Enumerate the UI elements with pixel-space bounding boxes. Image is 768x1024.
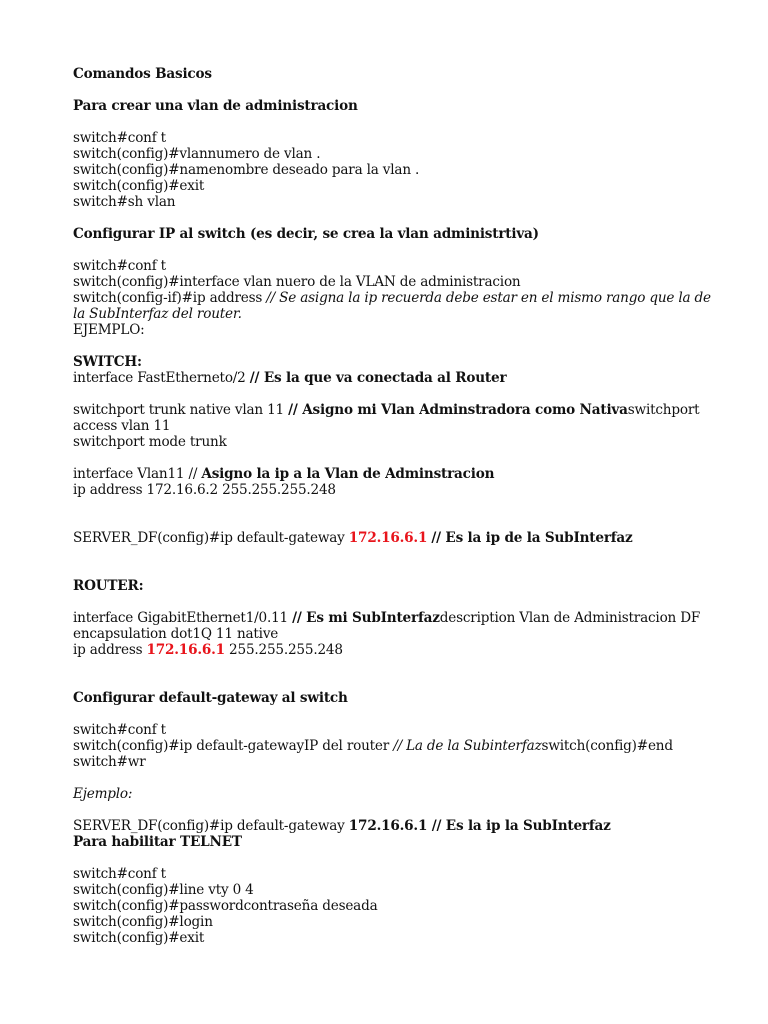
- command-text: switch(config)#ip default-gatewayIP del router: [73, 738, 390, 754]
- command-comment: 172.16.6.1 // Es la ip la SubInterfaz: [348, 818, 611, 834]
- command-line: switch(config)#interface vlan nuero de la VLAN de administracion: [73, 274, 521, 290]
- command-line: [73, 738, 723, 754]
- example-label: EJEMPLO:: [73, 322, 145, 338]
- command-line: [73, 466, 723, 482]
- command-comment: // Es la que va conectada al Router: [249, 370, 507, 386]
- command-line: switch(config)#login: [73, 914, 213, 930]
- command-text: 255.255.255.248: [229, 642, 343, 658]
- doc-title: Comandos Basicos: [73, 66, 212, 82]
- command-text: ip address: [73, 642, 143, 658]
- example-label: Ejemplo:: [73, 786, 133, 802]
- command-line: switch#conf t: [73, 258, 166, 274]
- command-line: switch#conf t: [73, 866, 166, 882]
- command-line: [73, 818, 723, 834]
- command-line: switch(config)#exit: [73, 178, 205, 194]
- command-comment: Asigno la ip a la Vlan de Adminstracion: [201, 466, 495, 482]
- highlighted-ip: 172.16.6.1: [348, 530, 428, 546]
- command-text: switchport access vlan 11: [73, 402, 700, 434]
- command-comment: // Asigno mi Vlan Adminstradora como Nativa: [288, 402, 628, 418]
- command-text: SERVER_DF(config)#ip default-gateway: [73, 530, 345, 546]
- command-line: [73, 530, 723, 546]
- command-text: switchport trunk native vlan 11: [73, 402, 285, 418]
- command-line-wrapped: [73, 290, 723, 322]
- highlighted-ip: 172.16.6.1: [146, 642, 225, 658]
- default-gw-heading: Configurar default-gateway al switch: [73, 690, 348, 706]
- command-line: switch#sh vlan: [73, 194, 176, 210]
- command-comment: // La de la Subinterfaz: [393, 738, 542, 754]
- ip-switch-heading: Configurar IP al switch (es decir, se crea la vlan administrtiva): [73, 226, 539, 242]
- command-comment: // Es la ip de la SubInterfaz: [431, 530, 633, 546]
- document-body: [73, 66, 723, 946]
- command-text: interface GigabitEthernet1/0.11: [73, 610, 288, 626]
- command-text: switch(config)#end: [541, 738, 673, 754]
- command-comment: // Se asigna la ip recuerda debe estar en el mismo rango que la de la SubInterfaz del router.: [73, 290, 711, 322]
- command-line: [73, 370, 723, 386]
- command-line: switch(config)#vlannumero de vlan .: [73, 146, 321, 162]
- command-line: switch#conf t: [73, 130, 166, 146]
- command-line: [73, 642, 723, 658]
- command-line-wrapped: [73, 610, 723, 642]
- command-line: switch(config)#passwordcontraseña deseada: [73, 898, 378, 914]
- command-line: switch(config)#exit: [73, 930, 205, 946]
- command-line-wrapped: [73, 402, 723, 434]
- command-line: switch#wr: [73, 754, 146, 770]
- command-line: switch(config)#line vty 0 4: [73, 882, 254, 898]
- telnet-heading: Para habilitar TELNET: [73, 834, 242, 850]
- switch-heading: SWITCH:: [73, 354, 142, 370]
- command-line: ip address 172.16.6.2 255.255.255.248: [73, 482, 336, 498]
- command-line: switch(config)#namenombre deseado para la vlan .: [73, 162, 420, 178]
- command-text: description Vlan de Administracion DF encapsulation dot1Q 11 native: [73, 610, 701, 642]
- vlan-admin-heading: Para crear una vlan de administracion: [73, 98, 358, 114]
- command-text: SERVER_DF(config)#ip default-gateway: [73, 818, 345, 834]
- command-text: interface FastEtherneto/2: [73, 370, 246, 386]
- router-heading: ROUTER:: [73, 578, 144, 594]
- command-line: switchport mode trunk: [73, 434, 227, 450]
- command-text: switch(config-if)#ip address: [73, 290, 263, 306]
- command-line: switch#conf t: [73, 722, 166, 738]
- command-comment: // Es mi SubInterfaz: [292, 610, 440, 626]
- command-text: interface Vlan11 //: [73, 466, 198, 482]
